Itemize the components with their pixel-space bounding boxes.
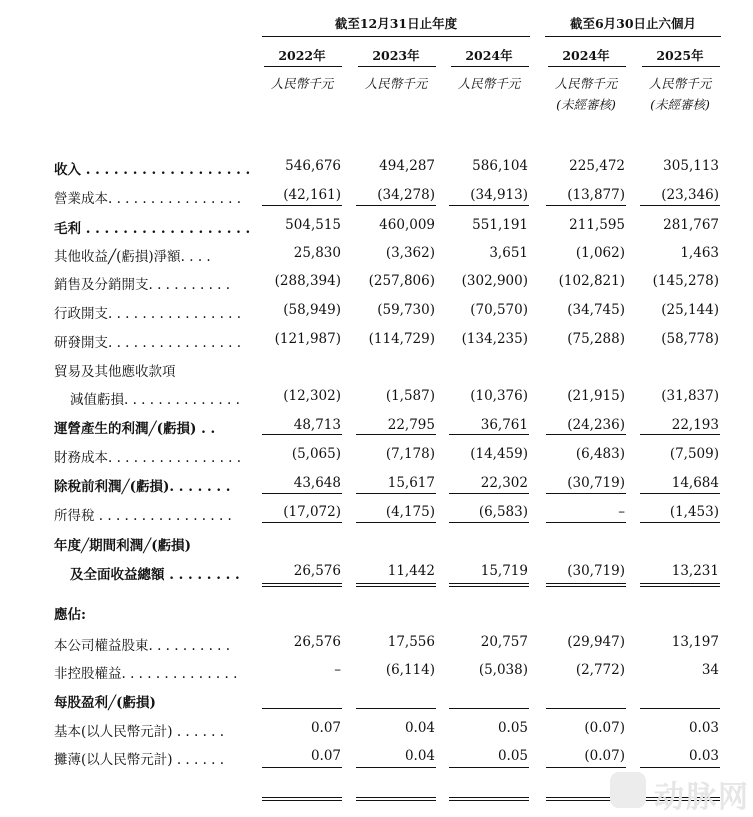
row-label: 貿易及其他應收款項 [54,364,176,380]
unit-2022: 人民幣千元 [270,76,334,91]
row-label: 銷售及分銷開支. . . . . . . . . . [54,277,231,293]
table-cell: 0.03 [688,748,719,764]
row-label: 本公司權益股東. . . . . . . . . . [54,638,231,654]
table-cell: (134,235) [461,331,528,347]
row-label: 其他收益╱(虧損)淨額. . . . [54,249,211,265]
table-cell: 586,104 [472,158,528,174]
table-cell: (34,745) [567,302,625,318]
double-rule [546,583,626,584]
subtotal-rule [546,205,626,206]
table-cell: (5,065) [291,446,341,462]
table-cell: 546,676 [285,158,341,174]
year-rule-3 [451,66,529,67]
subtotal-rule [640,767,720,768]
double-rule-second-line [546,586,626,587]
table-cell: (1,587) [385,388,435,404]
subtotal-rule [640,493,720,494]
table-cell: 0.07 [310,720,341,736]
unit-2024-interim-currency: 人民幣千元 [554,76,618,91]
row-label: 毛利 . . . . . . . . . . . . . . . . . . [54,221,251,237]
row-label: 減值虧損. . . . . . . . . . . . . . [70,392,240,408]
row-label: 及全面收益總額 . . . . . . . . [70,567,240,583]
table-cell: (0.07) [584,720,625,736]
table-cell: (1,062) [575,245,625,261]
table-cell: 494,287 [379,158,435,174]
table-cell: (17,072) [283,504,341,520]
table-cell: 460,009 [379,217,435,233]
table-cell: (75,288) [567,331,625,347]
table-cell: (14,459) [470,446,528,462]
table-cell: (0.07) [584,748,625,764]
table-cell: 15,617 [387,475,435,491]
table-cell: 11,442 [387,563,435,579]
row-label: 行政開支. . . . . . . . . . . . . . . . [54,306,242,322]
unit-2024-interim-unaudited: (未經審核) [556,97,616,112]
table-cell: (302,900) [461,273,528,289]
double-rule-second-line [356,800,436,801]
table-cell: 22,795 [387,417,435,433]
double-rule [449,797,529,798]
table-cell: (58,778) [661,331,719,347]
table-cell: 0.05 [497,720,528,736]
table-cell: (30,719) [567,475,625,491]
subtotal-rule [262,522,342,523]
table-cell: 0.04 [404,720,435,736]
table-cell: (102,821) [558,273,625,289]
subtotal-rule [262,708,342,709]
table-cell: 0.03 [688,720,719,736]
subtotal-rule [449,767,529,768]
subtotal-rule [356,434,436,435]
table-cell: (1,453) [669,504,719,520]
table-cell: 36,761 [480,417,528,433]
subtotal-rule [356,205,436,206]
double-rule-second-line [262,586,342,587]
table-cell: 3,651 [489,245,528,261]
double-rule [356,797,436,798]
unit-2024-interim [546,73,626,115]
table-cell: 0.04 [404,748,435,764]
year-2024: 2024年 [465,48,513,63]
table-cell: 0.07 [310,748,341,764]
table-cell: 13,231 [671,563,719,579]
table-cell: (34,913) [470,187,528,203]
row-label: 非控股權益. . . . . . . . . . . . . . [54,666,238,682]
double-rule-second-line [449,586,529,587]
table-cell: (114,729) [368,331,435,347]
table-cell: (70,570) [470,302,528,318]
table-cell: 504,515 [285,217,341,233]
table-cell: (42,161) [283,187,341,203]
table-cell: (6,583) [478,504,528,520]
subtotal-rule [356,767,436,768]
year-2025-interim: 2025年 [656,48,704,63]
table-cell: (29,947) [567,634,625,650]
year-rule-5 [642,66,720,67]
subtotal-rule [262,767,342,768]
header-rule-annual [262,36,530,37]
table-cell: (30,719) [567,563,625,579]
subtotal-rule [546,434,626,435]
table-cell: 22,302 [480,475,528,491]
subtotal-rule [546,493,626,494]
year-2023: 2023年 [372,48,420,63]
table-cell: (13,877) [567,187,625,203]
table-cell: (58,949) [283,302,341,318]
table-cell: 17,556 [387,634,435,650]
subtotal-rule [449,522,529,523]
year-2024-interim: 2024年 [562,48,610,63]
double-rule [262,583,342,584]
table-cell: 34 [701,662,719,678]
row-label: 年度╱期間利潤╱(虧損) [54,538,192,554]
table-cell: (257,806) [368,273,435,289]
year-rule-1 [264,66,342,67]
table-cell: (25,144) [661,302,719,318]
header-group-annual: 截至12月31日止年度 [334,16,458,31]
subtotal-rule [262,434,342,435]
double-rule-second-line [640,586,720,587]
table-cell: (21,915) [567,388,625,404]
table-cell: (23,346) [661,187,719,203]
table-cell: (31,837) [661,388,719,404]
watermark-logo-icon [610,772,646,808]
table-cell: 22,193 [671,417,719,433]
table-cell: 20,757 [480,634,528,650]
header-rule-interim [545,36,721,37]
unit-2025-interim-unaudited: (未經審核) [650,97,710,112]
watermark-text: 动脉网 [654,780,750,815]
table-cell: 281,767 [663,217,719,233]
table-cell: 551,191 [472,217,528,233]
subtotal-rule [546,522,626,523]
table-cell: (2,772) [575,662,625,678]
double-rule-second-line [356,586,436,587]
row-label: 財務成本. . . . . . . . . . . . . . . . [54,450,242,466]
subtotal-rule [640,205,720,206]
row-label: 收入 . . . . . . . . . . . . . . . . . . [54,162,251,178]
table-cell: (145,278) [652,273,719,289]
table-cell: 43,648 [293,475,341,491]
table-cell: (10,376) [470,388,528,404]
table-cell: 1,463 [680,245,719,261]
row-label: 除稅前利潤╱(虧損). . . . . . . [54,479,231,495]
watermark [610,770,750,814]
unit-2024: 人民幣千元 [457,76,521,91]
table-cell: (4,175) [385,504,435,520]
unit-2025-interim [640,73,720,115]
table-cell: 48,713 [293,417,341,433]
table-cell: (121,987) [274,331,341,347]
subtotal-rule [262,205,342,206]
table-cell: (12,302) [283,388,341,404]
unit-2025-interim-currency: 人民幣千元 [648,76,712,91]
table-cell: – [334,662,341,678]
row-label: 運營產生的利潤╱(虧損) . . [54,421,216,437]
year-2022: 2022年 [278,48,326,63]
table-cell: (5,038) [478,662,528,678]
unit-2023: 人民幣千元 [364,76,428,91]
year-rule-2 [358,66,436,67]
table-cell: – [618,504,625,520]
table-cell: 26,576 [293,634,341,650]
double-rule-second-line [262,800,342,801]
double-rule [262,797,342,798]
row-label: 基本(以人民幣元計) . . . . . . [54,724,225,740]
double-rule-second-line [449,800,529,801]
subtotal-rule [449,708,529,709]
table-cell: (59,730) [377,302,435,318]
table-cell: (288,394) [274,273,341,289]
subtotal-rule [449,205,529,206]
subtotal-rule [262,493,342,494]
subtotal-rule [356,493,436,494]
subtotal-rule [546,708,626,709]
subtotal-rule [640,434,720,435]
row-label: 應佔: [54,607,86,623]
subtotal-rule [449,434,529,435]
table-cell: (7,509) [669,446,719,462]
double-rule [356,583,436,584]
subtotal-rule [356,708,436,709]
header-group-interim: 截至6月30日止六個月 [569,16,697,31]
table-cell: 25,830 [293,245,341,261]
table-cell: 211,595 [569,217,625,233]
year-rule-4 [548,66,626,67]
double-rule [640,583,720,584]
subtotal-rule [640,522,720,523]
row-label: 研發開支. . . . . . . . . . . . . . . . [54,335,242,351]
table-cell: (24,236) [567,417,625,433]
double-rule [449,583,529,584]
subtotal-rule [356,522,436,523]
row-label: 營業成本. . . . . . . . . . . . . . . . [54,191,242,207]
table-cell: 14,684 [671,475,719,491]
table-cell: (34,278) [377,187,435,203]
table-cell: (6,483) [575,446,625,462]
row-label: 攤薄(以人民幣元計) . . . . . . [54,752,225,768]
subtotal-rule [546,767,626,768]
table-cell: 15,719 [480,563,528,579]
subtotal-rule [449,493,529,494]
row-label: 每股盈利╱(虧損) [54,695,156,711]
table-cell: 0.05 [497,748,528,764]
table-cell: 225,472 [569,158,625,174]
table-cell: 26,576 [293,563,341,579]
table-cell: 305,113 [663,158,719,174]
table-cell: (3,362) [385,245,435,261]
table-cell: (6,114) [385,662,435,678]
table-cell: 13,197 [671,634,719,650]
subtotal-rule [640,708,720,709]
row-label: 所得稅 . . . . . . . . . . . . . . . . [54,508,232,524]
table-cell: (7,178) [385,446,435,462]
